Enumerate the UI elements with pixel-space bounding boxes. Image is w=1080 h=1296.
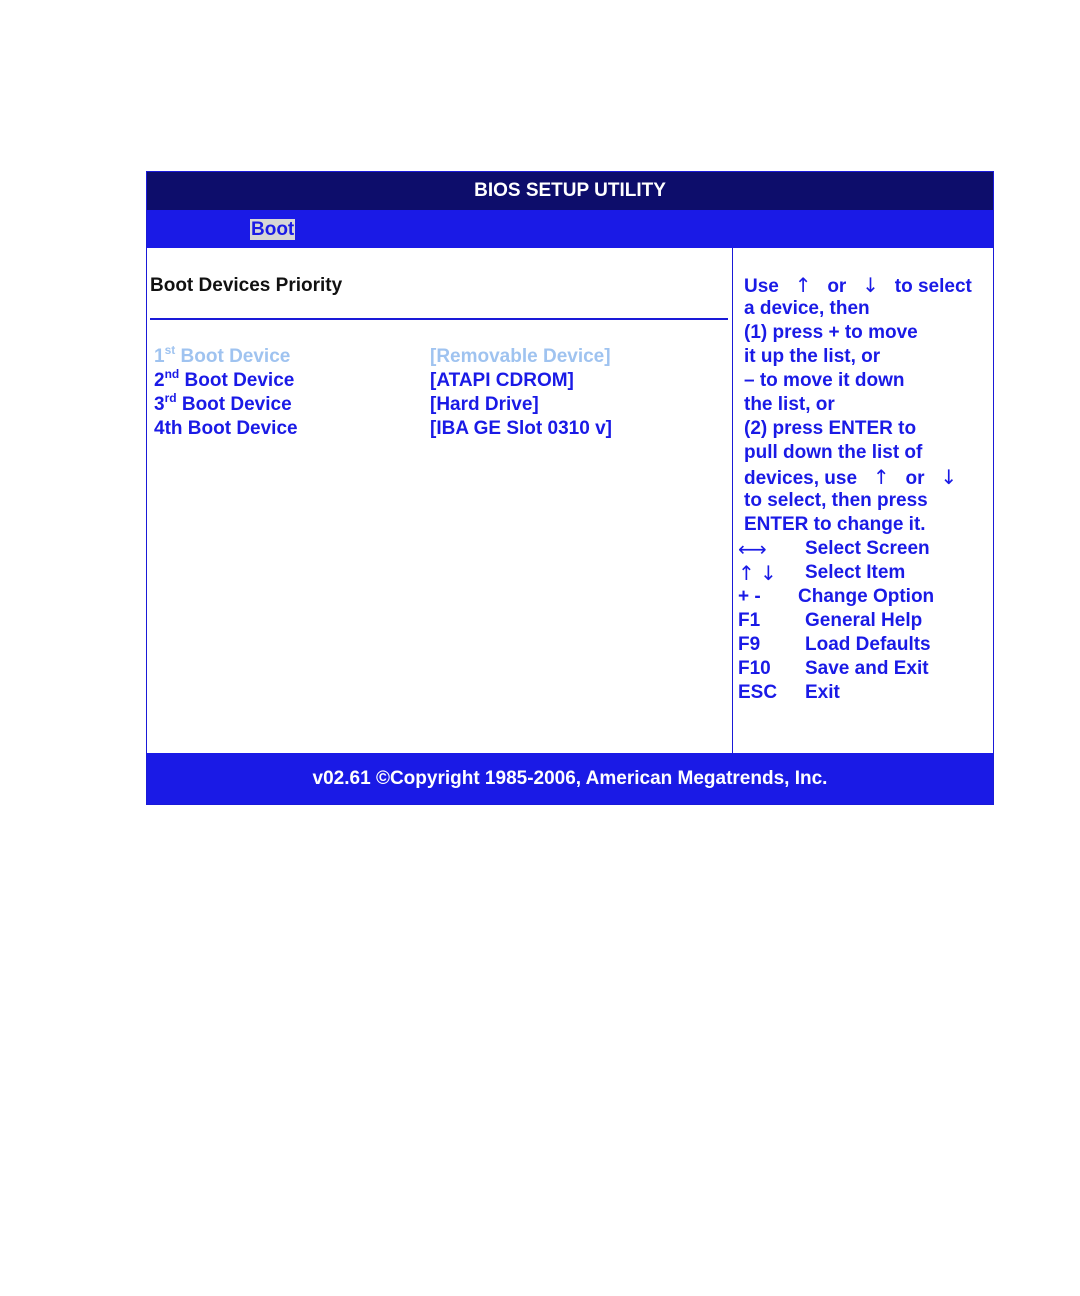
help-line-6: the list, or (744, 394, 835, 415)
help-line-5: – to move it down (744, 370, 905, 391)
bios-window (146, 171, 994, 805)
key-description: Save and Exit (805, 658, 929, 679)
key-name: ESC (738, 682, 778, 703)
key-description: Select Screen (805, 538, 930, 559)
key-name: + - (738, 586, 761, 607)
boot-device-value[interactable]: [ATAPI CDROM] (430, 370, 574, 391)
boot-device-label: 3rd Boot Device (154, 391, 292, 415)
boot-device-row-2[interactable] (154, 369, 724, 393)
help-line-8: pull down the list of (744, 442, 923, 463)
help-line-9: devices, use ↑ or ↓ (744, 465, 958, 489)
key-help-exit (738, 681, 988, 705)
down-arrow-icon: ↓ (862, 273, 879, 297)
down-arrow-icon: ↓ (940, 465, 958, 489)
help-panel (733, 248, 993, 753)
help-line-4: it up the list, or (744, 346, 881, 367)
key-name: F10 (738, 658, 771, 679)
key-description: Load Defaults (805, 634, 931, 655)
boot-device-row-3[interactable] (154, 393, 724, 417)
boot-device-value[interactable]: [IBA GE Slot 0310 v] (430, 418, 612, 439)
key-description: Change Option (798, 586, 935, 607)
help-line-2: a device, then (744, 298, 870, 319)
key-name: F9 (738, 634, 761, 655)
boot-device-value[interactable]: [Hard Drive] (430, 394, 539, 415)
key-help-general-help (738, 609, 988, 633)
key-help-save-exit (738, 657, 988, 681)
menu-bar (147, 210, 993, 248)
help-line-3: (1) press + to move (744, 322, 918, 343)
main-panel (147, 248, 732, 753)
key-help-change-option (738, 585, 988, 609)
boot-device-label: 2nd Boot Device (154, 367, 295, 391)
left-right-arrow-icon: ⟷ (738, 537, 767, 561)
key-help-select-item (738, 561, 988, 585)
up-arrow-icon: ↑ (872, 465, 890, 489)
help-line-10: to select, then press (744, 490, 928, 511)
key-help-load-defaults (738, 633, 988, 657)
section-divider (150, 318, 728, 320)
boot-device-row-1[interactable] (154, 345, 724, 369)
boot-device-value[interactable]: [Removable Device] (430, 346, 611, 367)
up-arrow-icon: ↑ (794, 273, 812, 297)
help-line-1: Use ↑ or ↓ to select (744, 273, 972, 297)
window-title: BIOS SETUP UTILITY (147, 172, 993, 210)
key-name: F1 (738, 610, 761, 631)
key-help-select-screen (738, 537, 988, 561)
key-description: General Help (805, 610, 923, 631)
boot-device-row-4[interactable] (154, 417, 724, 441)
copyright-footer: v02.61 ©Copyright 1985-2006, American Megatrends, Inc. (147, 753, 993, 804)
help-line-11: ENTER to change it. (744, 514, 926, 535)
tab-boot[interactable]: Boot (251, 219, 295, 240)
key-description: Exit (805, 682, 840, 703)
key-description: Select Item (805, 562, 906, 583)
boot-device-label: 1st Boot Device (154, 343, 291, 367)
boot-device-label: 4th Boot Device (154, 418, 298, 439)
help-line-7: (2) press ENTER to (744, 418, 917, 439)
up-down-arrow-icon: ↑ ↓ (738, 561, 777, 585)
section-title: Boot Devices Priority (150, 275, 343, 296)
